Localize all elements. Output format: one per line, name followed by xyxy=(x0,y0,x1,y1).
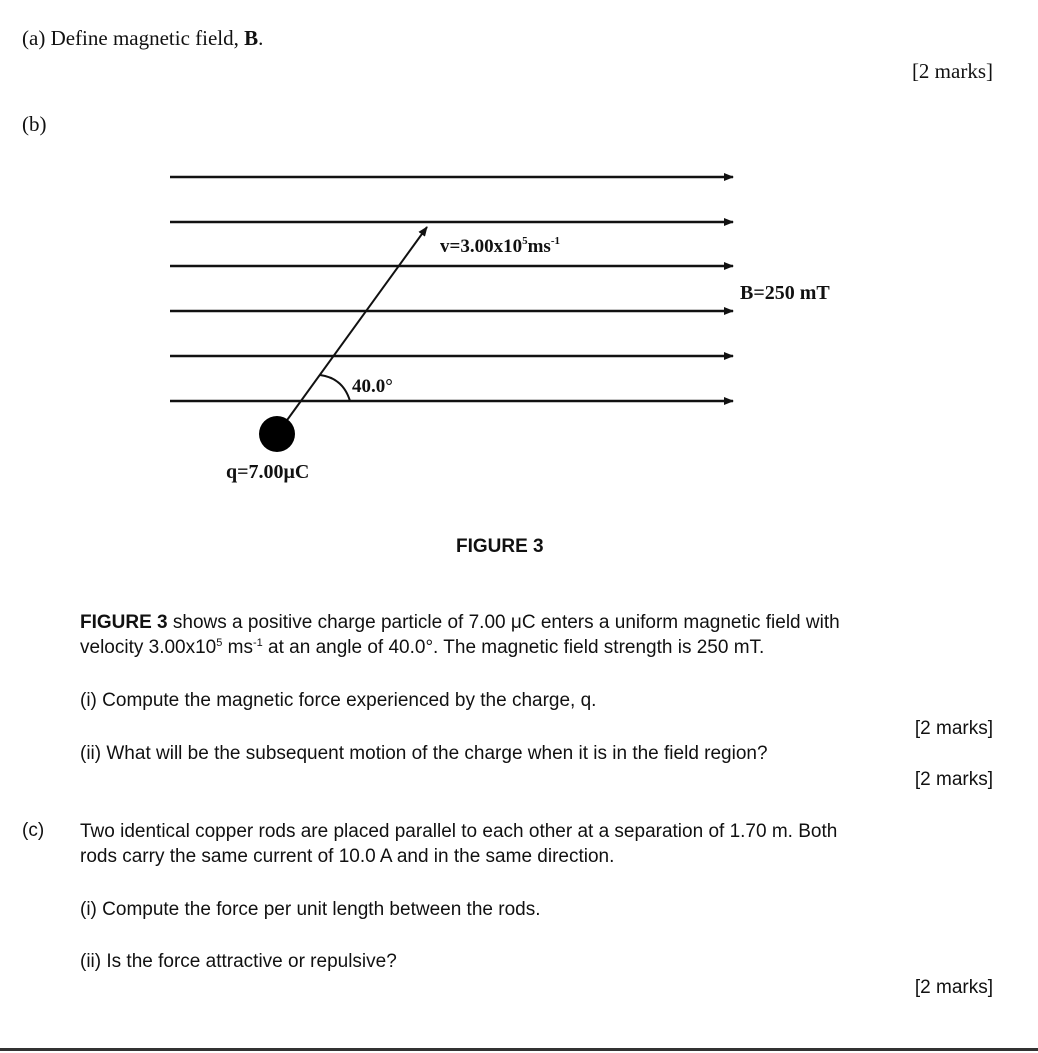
part-a-label: (a) xyxy=(22,26,46,50)
velocity-vector xyxy=(277,227,427,434)
part-b-question-ii: (ii) What will be the subsequent motion of the charge when it is in the field region? xyxy=(80,743,768,764)
part-a-text: Define magnetic field, xyxy=(50,26,245,50)
part-c-text-line1: Two identical copper rods are placed parallel to each other at a separation of 1.70 m. Both xyxy=(80,821,838,842)
angle-arc xyxy=(320,375,350,401)
part-c-marks: [2 marks] xyxy=(914,977,993,998)
charge-particle xyxy=(259,416,295,452)
part-c-question-i: (i) Compute the force per unit length between the rods. xyxy=(80,899,541,920)
part-a-symbol: B xyxy=(244,26,259,50)
part-c-question-ii: (ii) Is the force attractive or repulsive? xyxy=(80,951,397,972)
part-b-label: (b) xyxy=(22,112,47,136)
page-bottom-rule xyxy=(0,1048,1038,1051)
velocity-label: $v=3.00x10^5ms^{-1}$ xyxy=(440,235,560,257)
part-b-i-marks: [2 marks] xyxy=(914,718,993,739)
description-unit-exp: -1 xyxy=(252,637,263,649)
description-velocity: velocity 3.00x10 xyxy=(80,637,217,658)
angle-label: 40.0° xyxy=(352,376,393,397)
part-a-marks: [2 marks] xyxy=(911,59,993,83)
figure-description-line1 xyxy=(80,611,993,635)
part-c-text-line2: rods carry the same current of 10.0 A and in the same direction. xyxy=(80,846,615,867)
figure-caption: FIGURE 3 xyxy=(456,536,544,557)
part-b-question-i: (i) Compute the magnetic force experienced by the charge, q. xyxy=(80,690,597,711)
magnetic-field-lines xyxy=(170,177,733,401)
description-text: shows a positive charge particle of 7.00 μC enters a uniform magnetic field with xyxy=(167,612,840,633)
figure-ref: FIGURE 3 xyxy=(80,612,168,633)
part-a-suffix: . xyxy=(258,26,264,50)
part-c-label: (c) xyxy=(22,820,45,841)
description-unit: ms xyxy=(222,637,253,658)
part-b-ii-marks: [2 marks] xyxy=(914,769,993,790)
charge-label: q=7.00μC xyxy=(226,461,310,483)
field-strength-label: B=250 mT xyxy=(740,282,830,304)
description-exp: 5 xyxy=(216,637,223,649)
description-rest: at an angle of 40.0°. The magnetic field strength is 250 mT. xyxy=(262,637,765,658)
figure-description-line2 xyxy=(80,637,764,659)
